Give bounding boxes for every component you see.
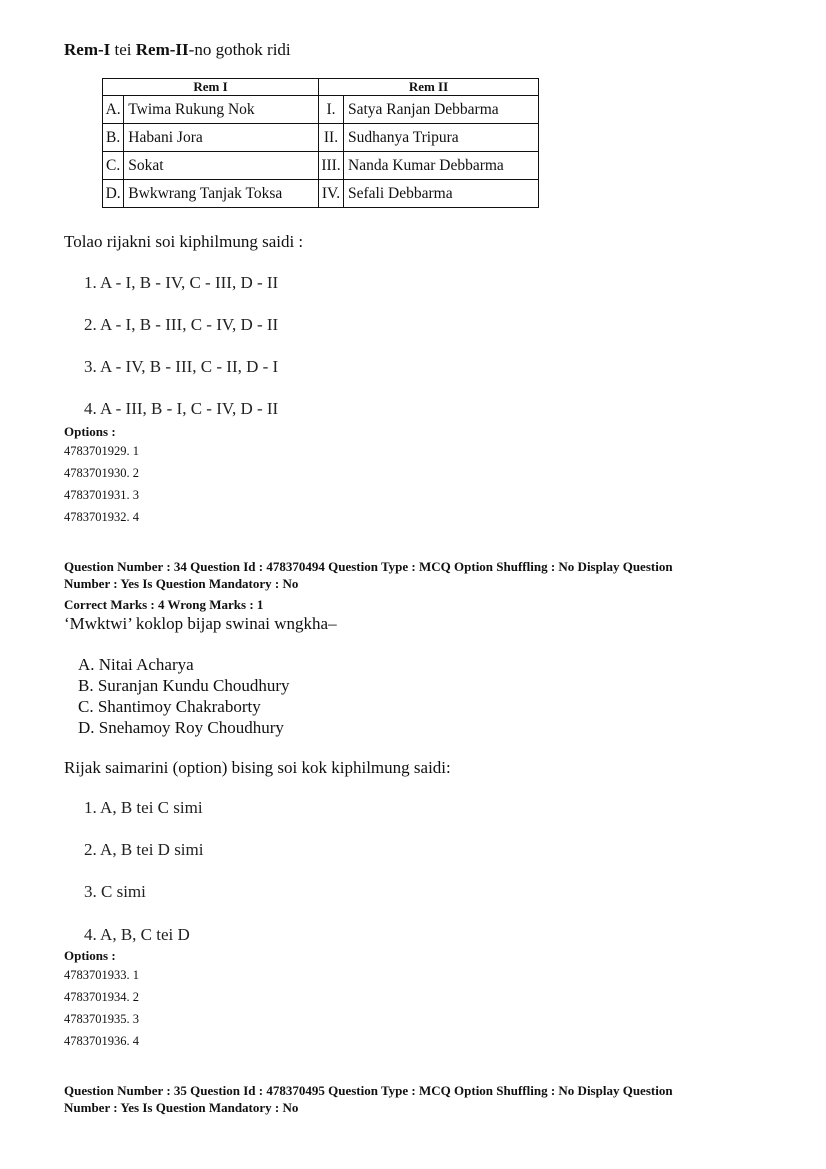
q33-title-rest: -no gothok ridi (188, 40, 291, 59)
q34-option-1: 4783701933. 1 (64, 968, 139, 982)
header-rem-2: Rem II (319, 79, 539, 96)
q33-choice-3: 3. A - IV, B - III, C - II, D - I (84, 357, 279, 376)
row-key-b: B. (103, 124, 124, 152)
q33-choice-2: 2. A - I, B - III, C - IV, D - II (84, 315, 279, 334)
list-item: B. Suranjan Kundu Choudhury (78, 676, 290, 695)
row-key-ii: II. (319, 124, 344, 152)
row-key-iv: IV. (319, 180, 344, 208)
q34-prompt: Rijak saimarini (option) bising soi kok kiphilmung saidi: (64, 758, 451, 777)
q34-items (78, 654, 290, 738)
q33-title-tei: tei (110, 40, 136, 59)
q33-choice-4: 4. A - III, B - I, C - IV, D - II (84, 399, 279, 418)
q33-choice-1: 1. A - I, B - IV, C - III, D - II (84, 273, 279, 292)
row-key-i: I. (319, 96, 344, 124)
q33-option-3: 4783701931. 3 (64, 488, 139, 502)
list-item: A. Nitai Acharya (78, 655, 194, 674)
row-value-iv: Sefali Debbarma (344, 180, 539, 208)
q33-option-1: 4783701929. 1 (64, 444, 139, 458)
table-row (103, 180, 539, 208)
q35-meta-line-1: Question Number : 35 Question Id : 478370495 Question Type : MCQ Option Shuffling : No Display Question (64, 1083, 673, 1098)
list-item: C. Shantimoy Chakraborty (78, 697, 261, 716)
row-value-b: Habani Jora (124, 124, 319, 152)
row-key-a: A. (103, 96, 124, 124)
row-value-d: Bwkwrang Tanjak Toksa (124, 180, 319, 208)
q34-marks: Correct Marks : 4 Wrong Marks : 1 (64, 597, 264, 612)
q34-option-4: 4783701936. 4 (64, 1034, 139, 1048)
q34-question: ‘Mwktwi’ koklop bijap swinai wngkha– (64, 614, 337, 633)
q33-options-label: Options : (64, 424, 116, 439)
q33-prompt: Tolao rijakni soi kiphilmung saidi : (64, 232, 304, 251)
match-table-header (103, 79, 539, 96)
q33-title-rem2: Rem-II (135, 40, 189, 59)
row-key-c: C. (103, 152, 124, 180)
q34-meta-line-2: Number : Yes Is Question Mandatory : No (64, 576, 299, 591)
q34-options-label: Options : (64, 948, 116, 963)
table-row (103, 96, 539, 124)
q34-choice-4: 4. A, B, C tei D (84, 925, 190, 944)
q34-choice-1: 1. A, B tei C simi (84, 798, 203, 817)
table-row (103, 152, 539, 180)
row-value-iii: Nanda Kumar Debbarma (344, 152, 539, 180)
q33-title (64, 40, 291, 60)
q33-title-rem1: Rem-I (64, 40, 111, 59)
row-key-iii: III. (319, 152, 344, 180)
match-table (102, 78, 539, 208)
q34-choice-3: 3. C simi (84, 882, 146, 901)
q33-option-2: 4783701930. 2 (64, 466, 139, 480)
row-value-c: Sokat (124, 152, 319, 180)
q34-choice-2: 2. A, B tei D simi (84, 840, 204, 859)
q33-option-4: 4783701932. 4 (64, 510, 139, 524)
q35-meta-line-2: Number : Yes Is Question Mandatory : No (64, 1100, 299, 1115)
header-rem-1: Rem I (103, 79, 319, 96)
row-key-d: D. (103, 180, 124, 208)
row-value-i: Satya Ranjan Debbarma (344, 96, 539, 124)
table-row (103, 124, 539, 152)
q34-meta-line-1: Question Number : 34 Question Id : 478370494 Question Type : MCQ Option Shuffling : No Display Question (64, 559, 673, 574)
q34-option-2: 4783701934. 2 (64, 990, 139, 1004)
row-value-ii: Sudhanya Tripura (344, 124, 539, 152)
row-value-a: Twima Rukung Nok (124, 96, 319, 124)
q34-option-3: 4783701935. 3 (64, 1012, 139, 1026)
list-item: D. Snehamoy Roy Choudhury (78, 718, 284, 737)
